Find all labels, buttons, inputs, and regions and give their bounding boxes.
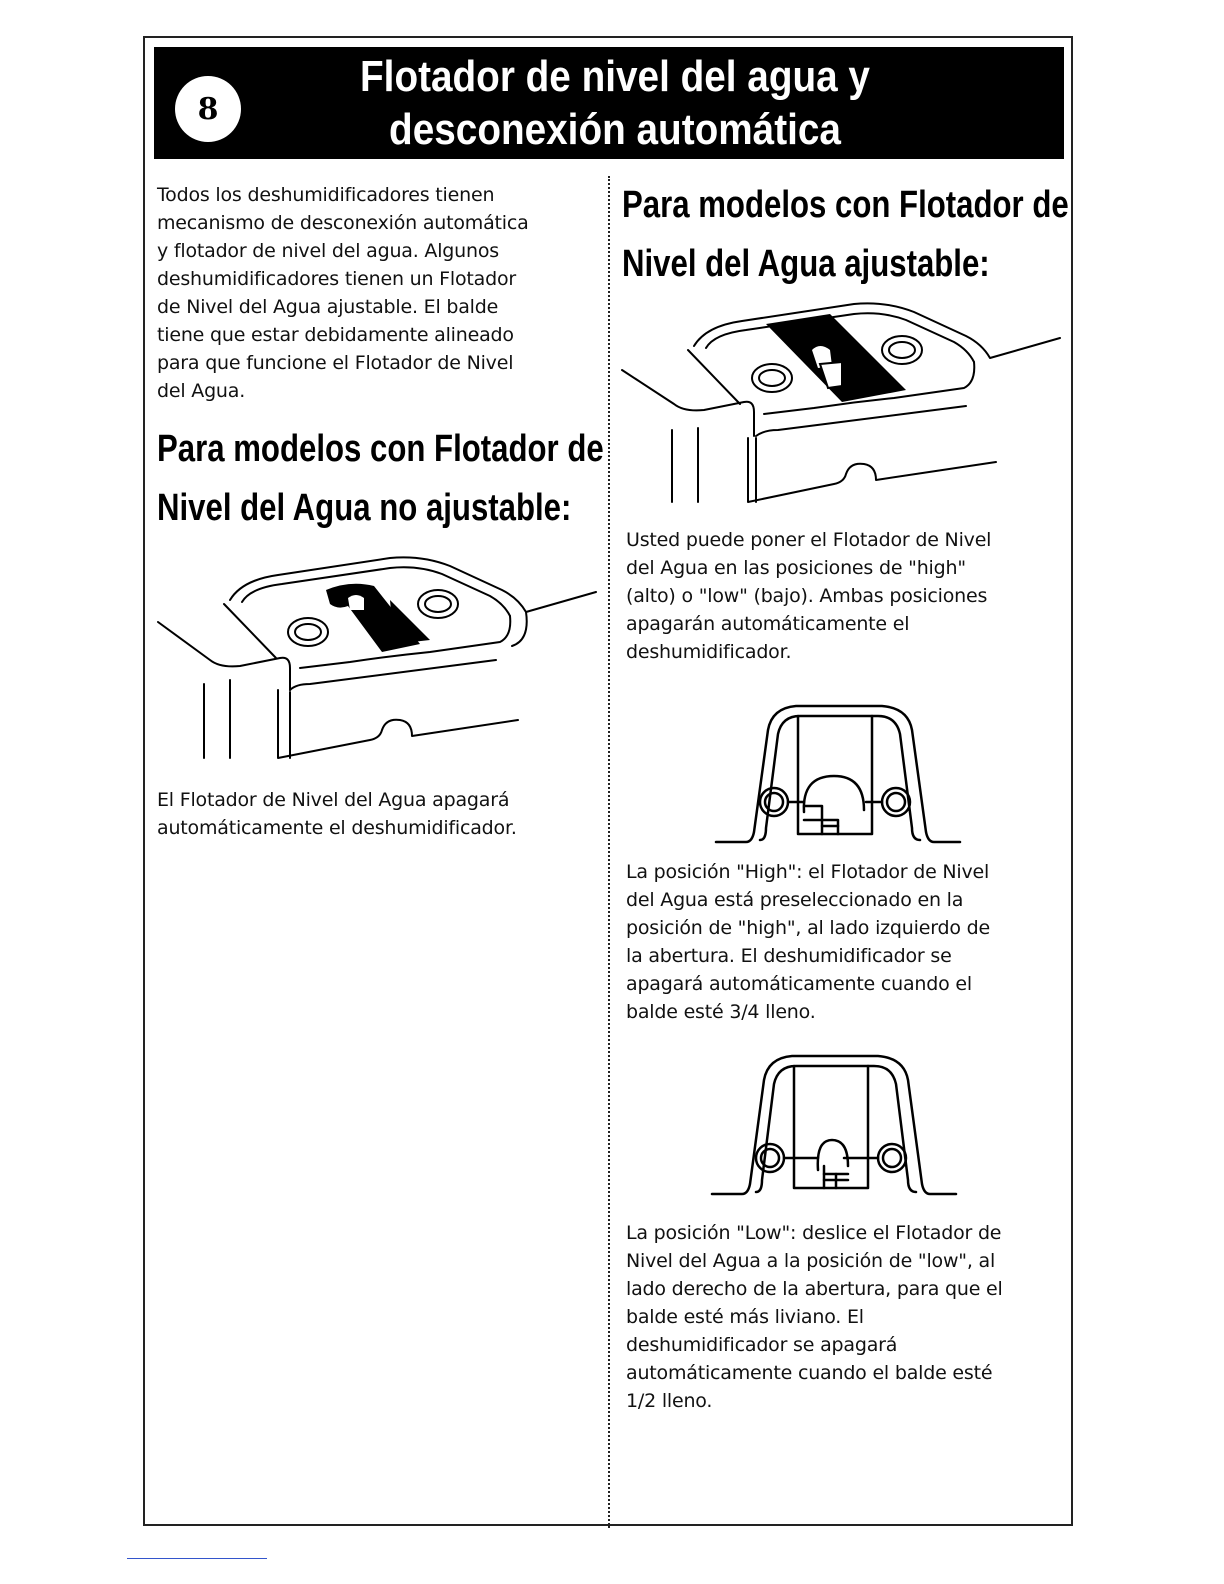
low-line: balde esté más liviano. El — [626, 1306, 864, 1328]
heading-line: Nivel del Agua ajustable: — [622, 243, 990, 285]
step-number: 8 — [197, 91, 219, 127]
section-title-line-1: Flotador de nivel del agua y — [360, 52, 870, 101]
heading-line: Para modelos con Flotador de — [157, 428, 604, 470]
bucket-float-non-adjustable-illustration — [150, 540, 600, 762]
footer-rule — [127, 1558, 267, 1559]
low-line: Nivel del Agua a la posición de "low", al — [626, 1250, 996, 1272]
caption-line: del Agua en las posiciones de "high" — [626, 557, 966, 579]
low-line: deshumidificador se apagará — [626, 1334, 898, 1356]
caption-line: (alto) o "low" (bajo). Ambas posiciones — [626, 585, 988, 607]
low-line: lado derecho de la abertura, para que el — [626, 1278, 1003, 1300]
adjustable-caption — [626, 526, 1066, 666]
low-line: 1/2 lleno. — [626, 1390, 713, 1412]
low-position-description — [626, 1219, 1066, 1415]
float-low-position-illustration — [708, 1050, 960, 1202]
high-line: del Agua está preseleccionado en la — [626, 889, 964, 911]
heading-non-adjustable — [157, 420, 604, 538]
caption-line: apagarán automáticamente el — [626, 613, 910, 635]
caption-line: automáticamente el deshumidificador. — [157, 817, 517, 839]
high-position-description — [626, 858, 1066, 1026]
intro-line: del Agua. — [157, 380, 246, 402]
intro-line: deshumidificadores tienen un Flotador — [157, 268, 516, 290]
intro-line: y flotador de nivel del agua. Algunos — [157, 240, 499, 262]
low-line: automáticamente cuando el balde esté — [626, 1362, 993, 1384]
high-line: balde esté 3/4 lleno. — [626, 1001, 816, 1023]
step-number-badge — [175, 76, 241, 142]
caption-line: Usted puede poner el Flotador de Nivel — [626, 529, 992, 551]
high-line: posición de "high", al lado izquierdo de — [626, 917, 990, 939]
heading-adjustable — [622, 176, 1069, 294]
bucket-float-adjustable-illustration — [616, 290, 1066, 506]
section-title — [311, 50, 918, 156]
high-line: apagará automáticamente cuando el — [626, 973, 972, 995]
intro-paragraph — [157, 181, 597, 405]
intro-line: para que funcione el Flotador de Nivel — [157, 352, 514, 374]
column-divider — [608, 176, 610, 1528]
caption-line: deshumidificador. — [626, 641, 792, 663]
low-line: La posición "Low": deslice el Flotador de — [626, 1222, 1002, 1244]
intro-line: tiene que estar debidamente alineado — [157, 324, 514, 346]
heading-line: Para modelos con Flotador de — [622, 184, 1069, 226]
high-line: la abertura. El deshumidificador se — [626, 945, 952, 967]
section-title-line-2: desconexión automática — [389, 105, 841, 154]
heading-line: Nivel del Agua no ajustable: — [157, 487, 572, 529]
caption-line: El Flotador de Nivel del Agua apagará — [157, 789, 510, 811]
non-adjustable-caption — [157, 786, 597, 842]
intro-line: de Nivel del Agua ajustable. El balde — [157, 296, 499, 318]
intro-line: mecanismo de desconexión automática — [157, 212, 529, 234]
intro-line: Todos los deshumidificadores tienen — [157, 184, 495, 206]
float-high-position-illustration — [712, 700, 964, 850]
high-line: La posición "High": el Flotador de Nivel — [626, 861, 990, 883]
